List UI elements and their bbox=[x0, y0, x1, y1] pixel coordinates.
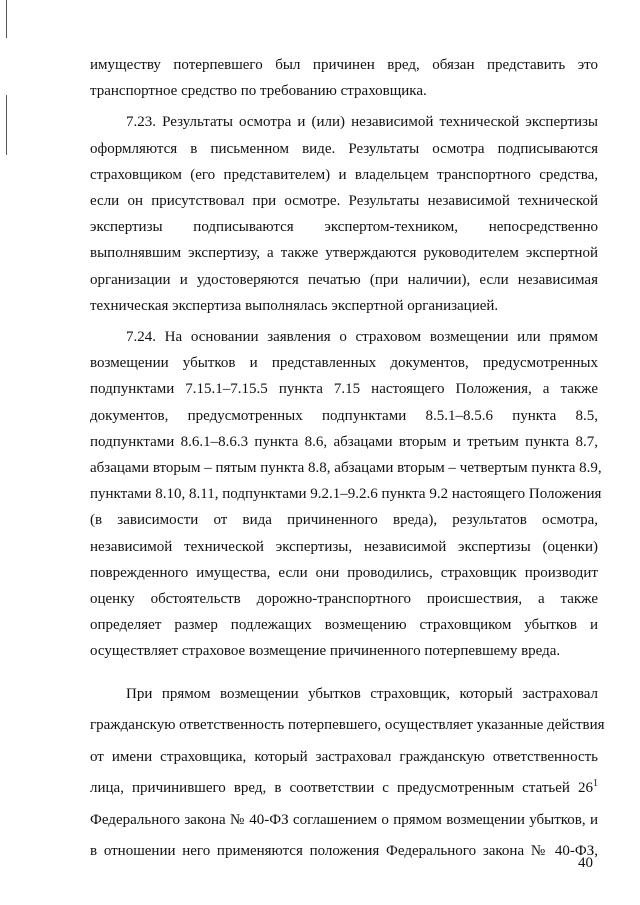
text-line: пунктами 8.10, 8.11, подпунктами 9.2.1–9.2.6 пункта 9.2 настоящего Положения bbox=[90, 486, 602, 503]
text-line: выполнявшим экспертизу, а также утверждаются руководителем экспертной bbox=[90, 245, 598, 262]
paragraph-1 bbox=[90, 52, 598, 104]
text-line: организации и удостоверяются печатью (при наличии), если независимая bbox=[90, 271, 598, 288]
text-line: осуществляет страховое возмещение причиненного потерпевшему вреда. bbox=[90, 643, 561, 660]
page-number: 40 bbox=[578, 855, 593, 871]
scan-edge-mark bbox=[6, 95, 7, 155]
text-line: 7.23. Результаты осмотра и (или) независимой технической экспертизы bbox=[126, 114, 598, 131]
text-line: независимой технической экспертизы, независимой экспертизы (оценки) bbox=[90, 538, 598, 555]
text-line: имуществу потерпевшего был причинен вред, обязан представить это bbox=[90, 57, 598, 73]
text-line: подпунктами 7.15.1–7.15.5 пункта 7.15 настоящего Положения, а также bbox=[90, 381, 598, 398]
text-line: При прямом возмещении убытков страховщик, который застраховал bbox=[126, 685, 598, 702]
text-line: поврежденного имущества, если они проводились, страховщик производит bbox=[90, 564, 598, 581]
text-line: экспертизы подписываются экспертом-техником, непосредственно bbox=[90, 219, 598, 236]
paragraph-direct-compensation-wrap bbox=[90, 679, 605, 868]
paragraph-7-24 bbox=[90, 324, 602, 665]
text-line: документов, предусмотренных подпунктами 8.5.1–8.5.6 пункта 8.5, bbox=[90, 407, 598, 424]
text-line: транспортное средство по требованию страховщика. bbox=[90, 83, 427, 100]
text-line: в отношении него применяются положения Федерального закона № 40-ФЗ, bbox=[90, 843, 598, 860]
text-line: гражданскую ответственность потерпевшего, осуществляет указанные действия bbox=[90, 717, 605, 734]
scan-edge-mark bbox=[6, 0, 7, 38]
paragraph-direct-compensation bbox=[90, 679, 605, 868]
superscript-marker: 1 bbox=[593, 778, 598, 790]
text-line-segment: лица, причинившего вред, в соответствии с предусмотренным статьей 26 bbox=[90, 780, 593, 797]
text-line: определяет размер подлежащих возмещению страховщиком убытков и bbox=[90, 617, 598, 634]
text-line: страховщиком (его представителем) и владельцем транспортного средства, bbox=[90, 166, 598, 183]
text-line: если он присутствовал при осмотре. Результаты независимой технической bbox=[90, 193, 598, 210]
text-line: техническая экспертиза выполнялась экспертной организацией. bbox=[90, 297, 499, 314]
text-line: подпунктами 8.6.1–8.6.3 пункта 8.6, абзацами вторым и третьим пункта 8.7, bbox=[90, 433, 598, 450]
text-line: Федерального закона № 40-ФЗ соглашением о прямом возмещении убытков, и bbox=[90, 811, 598, 828]
text-line: от имени страховщика, который застраховал гражданскую ответственность bbox=[90, 748, 598, 765]
text-line: оценку обстоятельств дорожно-транспортного происшествия, а также bbox=[90, 591, 598, 608]
paragraph-7-23 bbox=[90, 109, 598, 319]
text-line: 7.24. На основании заявления о страховом возмещении или прямом bbox=[126, 329, 598, 346]
text-line: оформляются в письменном виде. Результаты осмотра подписываются bbox=[90, 140, 598, 157]
text-line-with-footnote bbox=[90, 773, 598, 805]
text-line: возмещении убытков и представленных документов, предусмотренных bbox=[90, 355, 598, 372]
document-page bbox=[90, 52, 605, 868]
text-line: (в зависимости от вида причиненного вреда), результатов осмотра, bbox=[90, 512, 598, 529]
text-line: абзацами вторым – пятым пункта 8.8, абзацами вторым – четвертым пункта 8.9, bbox=[90, 460, 602, 477]
